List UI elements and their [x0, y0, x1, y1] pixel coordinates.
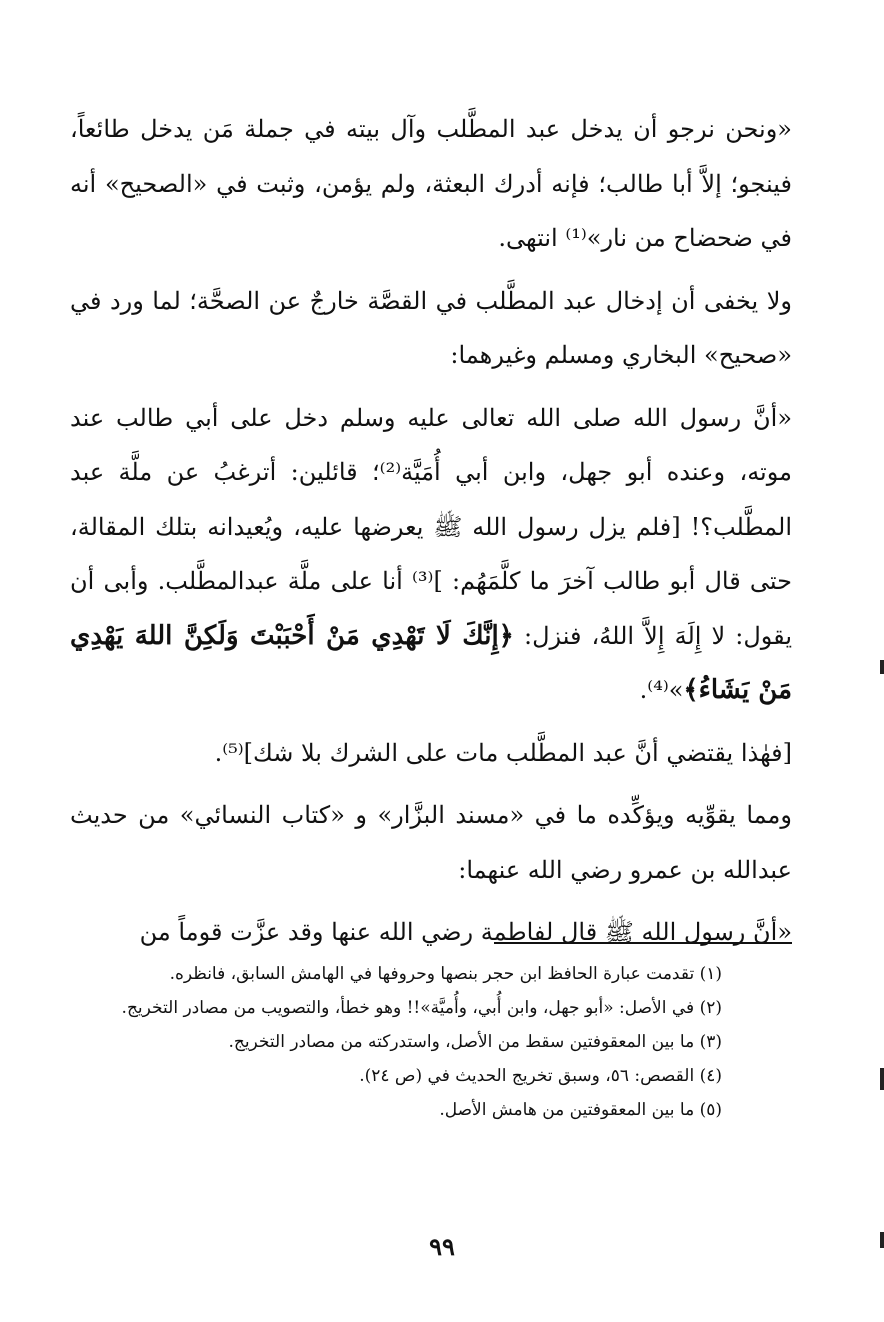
- paragraph-1: «ونحن نرجو أن يدخل عبد المطَّلب وآل بيته في جملة مَن يدخل طائعاً، فينجو؛ إلاَّ أبا طالب؛ فإنه أدرك البعثة، ولم يؤمن، وثبت في «الصحيح» أنه في ضحضاح من نار»⁽¹⁾ انتهى.: [70, 115, 792, 252]
- paragraph-5: ومما يقوِّيه ويؤكِّده ما في «مسند البزَّار» و «كتاب النسائي» من حديث عبدالله بن عمرو رضي الله عنهما:: [70, 801, 792, 884]
- footnote-3: (٣) ما بين المعقوفتين سقط من الأصل، واستدركته من مصادر التخريج.: [228, 1032, 722, 1052]
- scan-edge-mark: [880, 1232, 884, 1248]
- paragraph-2: ولا يخفى أن إدخال عبد المطَّلب في القصَّة خارجٌ عن الصحَّة؛ لما ورد في «صحيح» البخاري ومسلم وغيرهما:: [70, 286, 792, 369]
- main-text: [70, 102, 792, 968]
- footnote-divider: [494, 942, 792, 944]
- paragraph-6: «أنَّ رسول الله ﷺ قال لفاطمة رضي الله عنها وقد عزَّت قوماً من: [139, 918, 792, 946]
- paragraph-4: [فهٰذا يقتضي أنَّ عبد المطَّلب مات على الشرك بلا شك]⁽⁵⁾.: [214, 738, 792, 767]
- scan-edge-mark: [880, 660, 884, 674]
- hadith-text: «أنَّ رسول الله صلى الله تعالى عليه وسلم دخل على أبي طالب عند موته، وعنده أبو جهل، وابن أبي أُمَيَّة⁽²⁾؛ قائلين: أترغبُ عن ملَّة عبد المطَّلب؟! [فلم يزل رسول الله ﷺ يعرضها عليه، ويُعيدانه بتلك المقالة، حتى قال أبو طالب آخرَ ما كلَّمَهُم: ]⁽³⁾ أنا على ملَّة عبدالمطَّلب. وأبى أن يقول: لا إِلَهَ إِلاَّ اللهُ، فنزل:: [70, 403, 792, 650]
- scan-edge-mark: [880, 1068, 884, 1090]
- footnotes: [70, 957, 792, 1127]
- footnote-1: (١) تقدمت عبارة الحافظ ابن حجر بنصها وحروفها في الهامش السابق، فانظره.: [169, 964, 722, 984]
- paragraph-3: [70, 391, 792, 718]
- footnote-2: (٢) في الأصل: «أبو جهل، وابن أُبي، وأُميَّة»!! وهو خطأ، والتصويب من مصادر التخريج.: [121, 998, 722, 1018]
- quran-verse-suffix: »⁽⁴⁾.: [639, 676, 684, 704]
- page-number: ٩٩: [429, 1232, 455, 1261]
- quran-verse: ﴿إِنَّكَ لَا تَهْدِي مَنْ أَحْبَبْتَ وَلَكِنَّ اللهَ يَهْدِي مَنْ يَشَاءُ﴾: [70, 620, 792, 705]
- footnote-5: (٥) ما بين المعقوفتين من هامش الأصل.: [439, 1100, 722, 1120]
- footnote-4: (٤) القصص: ٥٦، وسبق تخريج الحديث في (ص ٢٤).: [359, 1066, 722, 1086]
